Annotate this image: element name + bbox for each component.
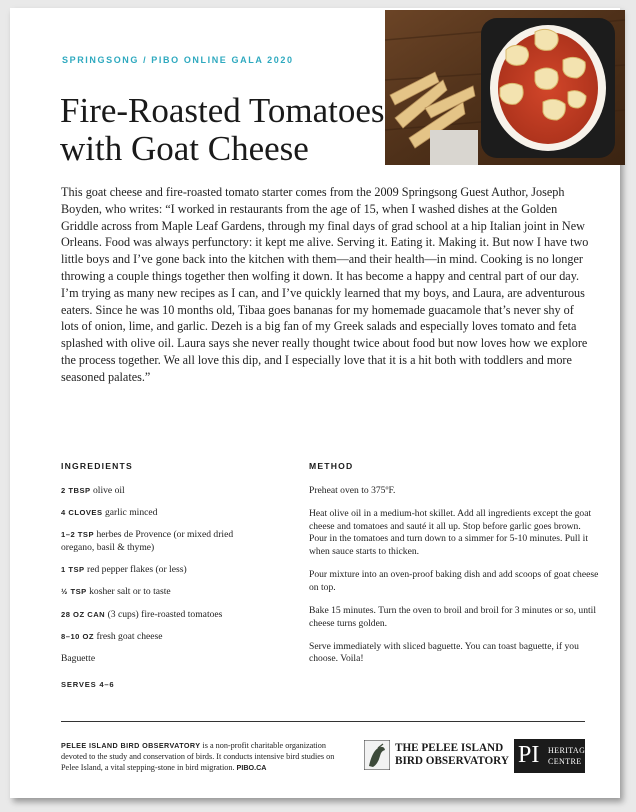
event-eyebrow: SPRINGSONG / PIBO ONLINE GALA 2020 [62, 55, 294, 65]
ingredient-item: 4 CLOVES garlic minced [61, 507, 158, 519]
footer-description: PELEE ISLAND BIRD OBSERVATORY is a non-profit charitable organization devoted to the study and conservation of birds. It conducts intensive bird studies on Pelee Island, a vital stepping-stone in bird migration. PIBO.CA [61, 741, 335, 773]
heritage-centre-logo [514, 739, 591, 773]
title-line-2: with Goat Cheese [60, 129, 309, 168]
pibo-logo-text: THE PELEE ISLAND BIRD OBSERVATORY [395, 742, 509, 767]
title-line-1: Fire-Roasted Tomatoes [60, 91, 385, 130]
org-name: PELEE ISLAND BIRD OBSERVATORY [61, 741, 201, 750]
org-url[interactable]: PIBO.CA [236, 763, 267, 773]
ingredients-heading: INGREDIENTS [61, 461, 133, 471]
heritage-line-1: HERITAGE [548, 746, 591, 755]
bird-icon [364, 740, 390, 770]
ingredient-item: 1 TSP red pepper flakes (or less) [61, 564, 187, 576]
intro-paragraph: This goat cheese and fire-roasted tomato starter comes from the 2009 Springsong Guest Author, Joseph Boyden, who writes: “I worked in restaurants from the age of 15, when I washed dishes at the Golden Griddle across from Maple Leaf Gardens, through my final days of grad school at a hip Italian joint in New Orleans. Food was always perfunctory: it kept me alive. Serving it. Eating it. Making it. But now I have two little boys and I’ve gone back into the kitchen with them—and their health—in mind. Cooking is no longer throwing a couple things together then wolfing it down. It has become a happy and central part of our day. I’m trying as many new recipes as I can, and I’ve quickly learned that my boys, and Laura, are adventurous eaters. Since he was 10 months old, Tibaa goes bananas for my homemade guacamole that’s never shy of lots of onion, lime, and garlic. Dezeh is a big fan of my Greek salads and especially loves tomato and feta splashed with olive oil. Laura says she never really thought twice about food but now loves how we explore the process together. We all love this dip, and I especially love that it is a hit both with toddlers and more seasoned palates.” [61, 185, 589, 384]
method-step: Heat olive oil in a medium-hot skillet. Add all ingredients except the goat cheese and tomatoes and sauté it all up. Stop before garlic goes brown. Pour in the tomatoes and turn down to a simmer for 5-10 minutes. Pull it when sauce starts to thicken. [309, 508, 592, 557]
recipe-photo [385, 10, 625, 165]
ingredient-item: Baguette [61, 652, 96, 664]
heritage-initials: PI [518, 742, 540, 768]
serves-note: SERVES 4–6 [61, 680, 115, 689]
ingredients-list [61, 485, 261, 675]
pibo-logo [364, 740, 509, 772]
ingredient-item: ½ TSP kosher salt or to taste [61, 586, 171, 598]
footer-divider [61, 721, 585, 722]
heritage-line-2: CENTRE [548, 757, 582, 766]
recipe-page [10, 8, 620, 798]
method-step: Bake 15 minutes. Turn the oven to broil and broil for 3 minutes or so, until cheese turns golden. [309, 604, 596, 629]
ingredient-item: 28 OZ CAN (3 cups) fire-roasted tomatoes [61, 608, 223, 620]
method-step: Pour mixture into an oven-proof baking dish and add scoops of goat cheese on top. [309, 569, 599, 593]
method-step: Serve immediately with sliced baguette. You can toast baguette, if you choose. Voila! [309, 640, 579, 665]
recipe-title [60, 92, 390, 168]
baked-dip-image [385, 10, 625, 165]
ingredient-item: 8–10 OZ fresh goat cheese [61, 630, 163, 642]
method-steps [309, 485, 599, 677]
method-step: Preheat oven to 375ºF. [309, 485, 396, 496]
ingredient-item: 1–2 TSP herbes de Provence (or mixed dried oregano, basil & thyme) [61, 529, 234, 553]
method-heading: METHOD [309, 461, 354, 471]
ingredient-item: 2 TBSP olive oil [61, 485, 125, 496]
